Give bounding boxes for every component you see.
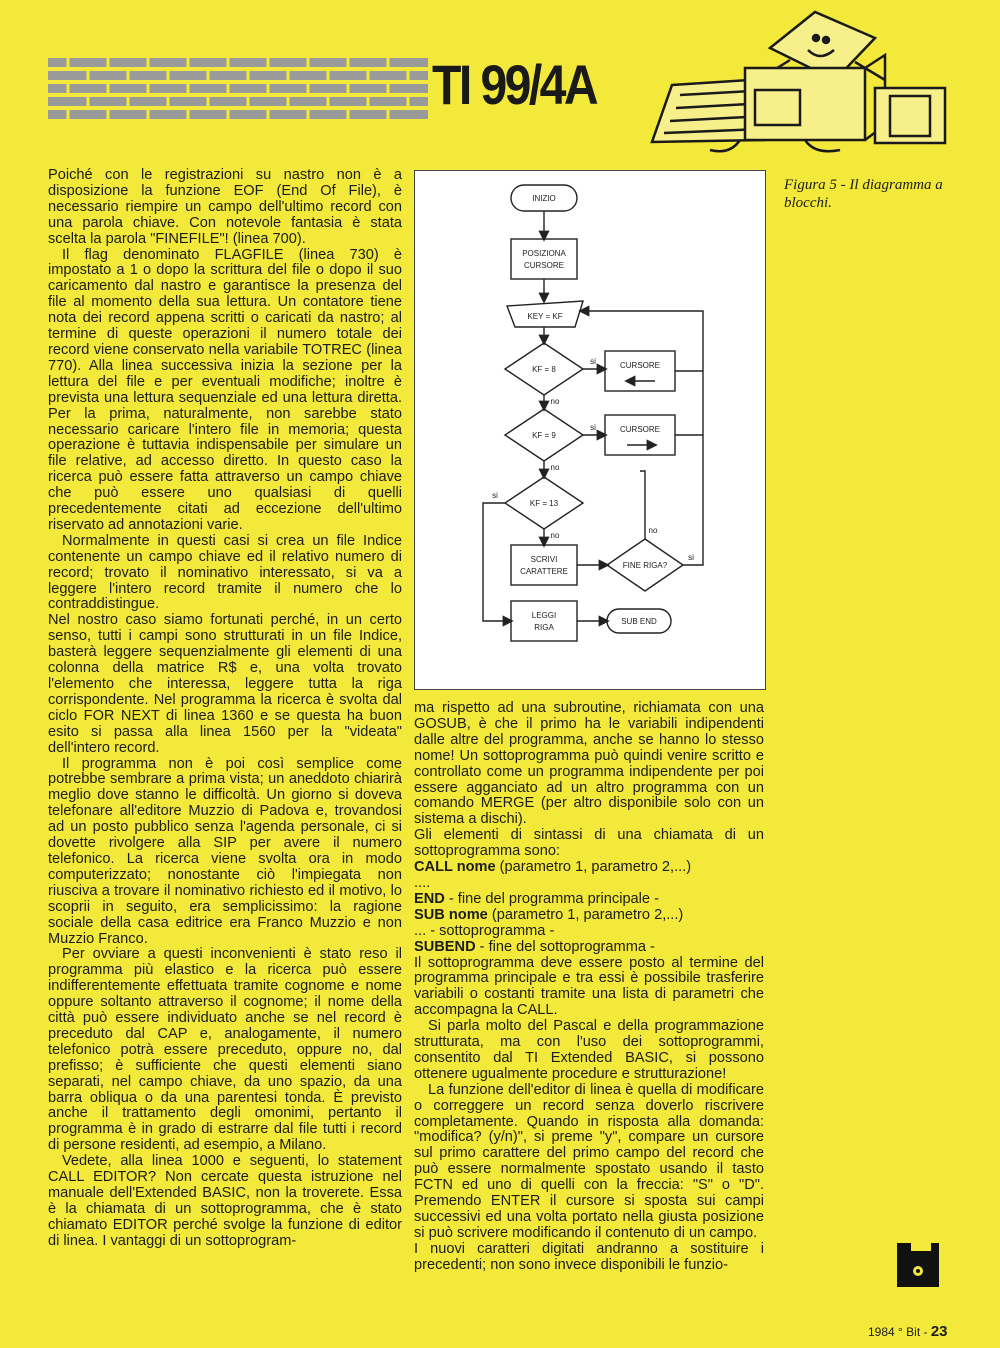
- flow-label: SUB END: [621, 617, 657, 626]
- flow-label: CARATTERE: [520, 567, 568, 576]
- paragraph: Gli elementi di sintassi di una chiamata di un sottoprogramma sono:: [414, 827, 764, 860]
- text-column-left: [48, 168, 402, 1250]
- page-title: TI 99/4A: [432, 53, 597, 116]
- syntax-keyword: END: [414, 890, 445, 907]
- flow-label: KF = 13: [529, 499, 559, 508]
- flow-label: no: [550, 463, 560, 472]
- paragraph: Per ovviare a questi inconvenienti è stato reso il programma più elastico e la ricerca può essere indifferentemente effettuata tramite cognome e nome oppure soltanto attraverso il cognome; il nome della città può essere individuato anche se nel record è preceduto dal CAP e, analogamente, il numero telefonico potrà essere preceduto, oppure no, dal prefisso; è sufficiente che questi elementi siano separati, nel campo chiave, da uno spazio, da una barra obliqua o da una parentesi tonda. È previsto anche il trattamento degli omonimi, pertanto il programma è in grado di estrarre dal file tutti i record di persone residenti, ad esempio, a Milano.: [48, 946, 402, 1154]
- write-char-box: [511, 545, 577, 585]
- paragraph: Normalmente in questi casi si crea un file Indice contenente un campo chiave ed il relativo numero di record; trovato il nominativo interessato, si va a leggere l'intero record tramite il numero che lo contraddistingue.: [48, 532, 402, 613]
- flow-label: SCRIVI: [530, 555, 558, 564]
- flow-label: si: [590, 423, 596, 432]
- computer-mascot-illustration: [640, 0, 970, 160]
- cursor-right-box: [605, 415, 675, 455]
- syntax-line: [414, 892, 764, 908]
- flow-label: si: [590, 357, 596, 366]
- flow-label: si: [688, 553, 694, 562]
- paragraph: Il flag denominato FLAGFILE (linea 730) è impostato a 1 o dopo la scrittura del file o dopo il suo caricamento dal nastro e garantisce la presenza del file al momento della sua lettura. Un contatore tiene nota dei record appena scritti o caricati da nastro; al termine di queste operazioni il numero totale dei record viene conservato nella variabile TOTREC (linea 770). Alla linea successiva inizia la sezione per la lettura del file e per eventuali modifiche; inoltre è prevista una lettura sequenziale ed una lettura diretta. Per la prima, naturalmente, non sarebbe stato necessario caricare l'intero file in memoria; questa operazione è tuttavia indispensabile per simulare un file relative, ad accesso diretto. In questo caso la ricerca può essere fatta attraverso un campo chiave che può essere uno qualsiasi di quelli precedentemente citati ad eccezione dell'ultimo riservato ad annotazioni varie.: [48, 246, 402, 533]
- paragraph: Il programma non è poi così semplice come potrebbe sembrare a prima vista; un aneddoto chiarirà meglio dove stanno le difficoltà. Un giorno si doveva telefonare all'editore Muzzio di Padova e, trovandosi ad un posto pubblico senza l'agenda personale, ci si dovette rivolgere alla SIP per avere il numero telefonico. La ricerca viene svolta ora in modo computerizzato; nonostante ciò l'impiegata non riusciva a trovare il nominativo richiesto ed il motivo, lo scoprii in seguito, era semplicissimo: la ragione sociale della casa editrice era Franco Muzzio e non Muzzio Franco.: [48, 755, 402, 947]
- flow-label: KF = 8: [532, 365, 556, 374]
- paragraph: Si parla molto del Pascal e della programmazione strutturata, ma con l'uso dei sottoprogrammi, consentito dal TI Extended BASIC, si possono ottenere ugualmente procedure e strutturazione!: [414, 1018, 764, 1082]
- flow-label: CURSORE: [619, 425, 661, 434]
- position-cursor-box: [511, 239, 577, 279]
- syntax-line: ... - sottoprogramma -: [414, 922, 555, 939]
- syntax-text: (parametro 1, parametro 2,...): [495, 859, 692, 876]
- flow-label: RIGA: [534, 623, 554, 632]
- brick-band-decoration: [48, 58, 428, 120]
- paragraph: Il sottoprogramma deve essere posto al termine del programma principale e tra essi è possibile trasferire variabili o costanti tramite una lista di parametri che accompagna la CALL.: [414, 954, 764, 1019]
- syntax-line: ....: [414, 874, 431, 891]
- flowchart-diagram: [415, 171, 765, 689]
- paragraph: Nel nostro caso siamo fortunati perché, in un certo senso, tutti i campi sono strutturati in un file Indice, basterà leggere sequenzialmente gli elementi di una colonna della matrice R$ e, una volta trovato l'elemento che interessa, leggere tutta la riga corrispondente. Nel programma la ricerca è svolta dal ciclo FOR NEXT di linea 1360 e se questa ha buon esito si passa alla linea 1560 per la "videata" dell'intero record.: [48, 612, 402, 756]
- floppy-disk-icon: [897, 1243, 939, 1287]
- flow-label: FINE RIGA?: [622, 561, 668, 570]
- syntax-text: (parametro 1, parametro 2,...): [487, 906, 684, 923]
- paragraph: Vedete, alla linea 1000 e seguenti, lo statement CALL EDITOR? Non cercate questa istruzione nel manuale dell'Extended BASIC, non la troverete. Essa è la chiamata di un sottoprogramma, che è stato chiamato EDITOR perché svolge la funzione di editor di linea. I vantaggi di un sottoprogram-: [48, 1153, 402, 1249]
- flow-label: no: [550, 531, 560, 540]
- flow-label: KEY = KF: [527, 312, 563, 321]
- flow-label: no: [550, 397, 560, 406]
- footer-issue: 1984 ° Bit -: [868, 1325, 928, 1339]
- cursor-left-box: [605, 351, 675, 391]
- text-column-right: [414, 701, 764, 1274]
- flowchart-figure: [414, 170, 766, 690]
- syntax-line: [414, 940, 764, 956]
- flow-label: no: [648, 526, 658, 535]
- paragraph: Poiché con le registrazioni su nastro non è a disposizione la funzione EOF (End Of File), è necessario riempire un campo dell'ultimo record con una parola chiave. Con notevole fantasia è stata scelta la parola "FINEFILE"! (linea 700).: [48, 167, 402, 247]
- flow-label: POSIZIONA: [522, 249, 566, 258]
- syntax-line: [414, 908, 764, 924]
- flow-label: INIZIO: [532, 194, 556, 203]
- figure-caption: Figura 5 - Il diagramma a blocchi.: [784, 177, 943, 211]
- syntax-line: [414, 860, 764, 876]
- flow-label: CURSORE: [523, 261, 565, 270]
- flow-label: si: [492, 491, 498, 500]
- paragraph: ma rispetto ad una subroutine, richiamata con una GOSUB, è che il primo ha le variabili indipendenti dalle altre del programma, anche se hanno lo stesso nome! Un sottoprogramma può quindi venire scritto e controllato come un programma indipendente per poi essere agganciato ad un altro programma con un comando MERGE (per altro disponibile solo con un sistema a dischi).: [414, 700, 764, 828]
- page-footer: [868, 1323, 948, 1340]
- syntax-keyword: CALL nome: [414, 859, 496, 876]
- syntax-text: - fine del sottoprogramma -: [475, 938, 655, 955]
- syntax-keyword: SUB nome: [414, 906, 488, 923]
- read-line-box: [511, 601, 577, 641]
- syntax-keyword: SUBEND: [414, 938, 476, 955]
- flow-label: LEGGI: [531, 611, 557, 620]
- paragraph: I nuovi caratteri digitati andranno a sostituire i precedenti; non sono invece disponibili le funzio-: [414, 1240, 764, 1273]
- page-number: 23: [930, 1323, 948, 1340]
- paragraph: La funzione dell'editor di linea è quella di modificare o correggere un record senza doverlo riscrivere completamente. Quando in risposta alla domanda: "modifica? (y/n)", si preme "y", compare un cursore sul primo carattere del primo campo del record che può essere normalmente spostato usando il tasto FCTN ed uno di quelli con la freccia: "S" o "D". Premendo ENTER il cursore si sposta sui campi successivi ed una volta portato nella giusta posizione si può scrivere modificando il contenuto di un campo.: [414, 1081, 764, 1241]
- flow-label: KF = 9: [532, 431, 556, 440]
- flow-label: CURSORE: [619, 361, 661, 370]
- syntax-text: - fine del programma principale -: [444, 890, 659, 907]
